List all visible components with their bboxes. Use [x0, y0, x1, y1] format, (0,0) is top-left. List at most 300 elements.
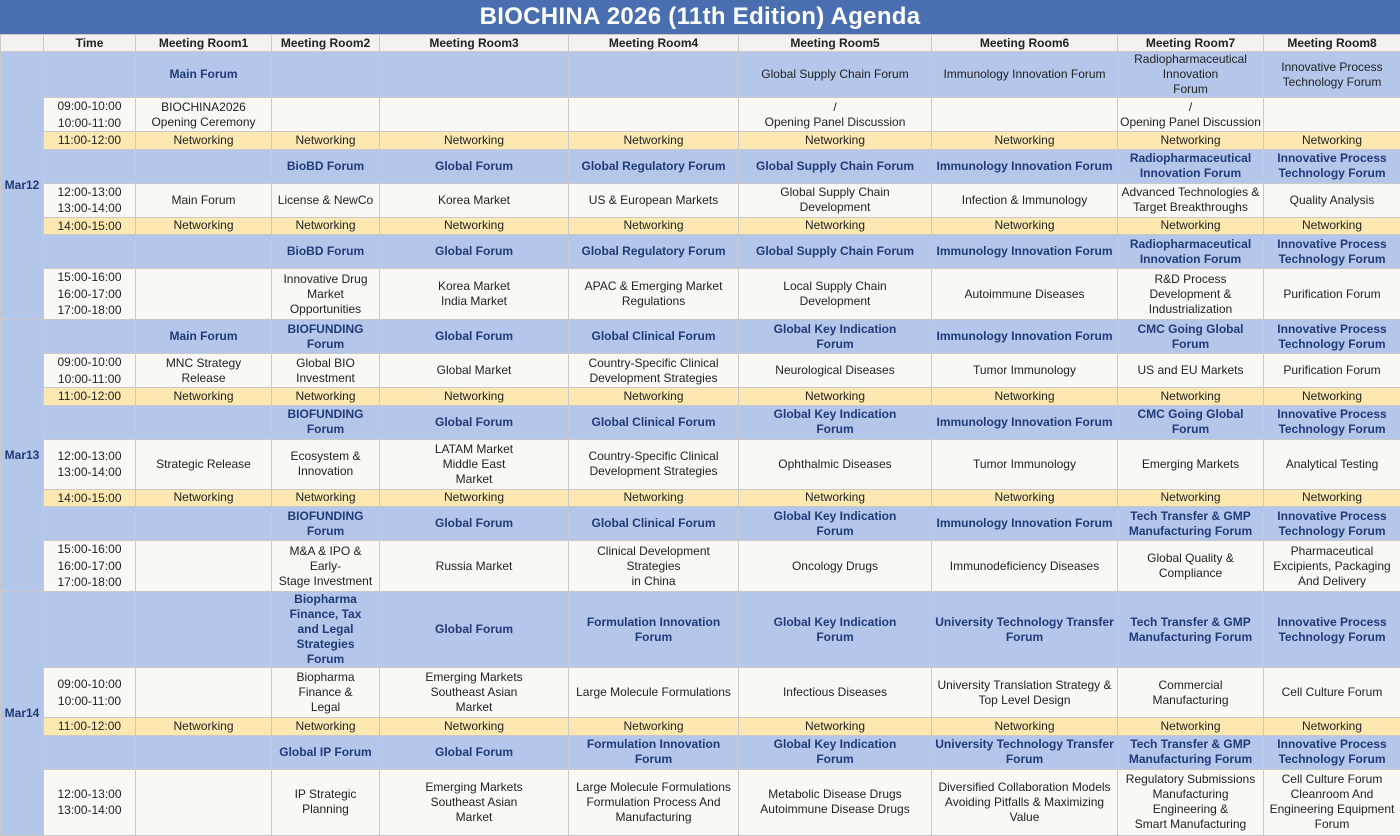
session-cell-room1	[136, 98, 272, 132]
session-cell-room6	[932, 98, 1118, 132]
cell-line: MNC Strategy	[138, 356, 269, 371]
session-cell-room3	[380, 735, 569, 769]
session-cell-room5	[739, 388, 932, 406]
session-cell-room5	[739, 98, 932, 132]
session-cell-room8	[1264, 235, 1400, 269]
session-cell-room7	[1118, 132, 1264, 150]
time-cell	[44, 388, 136, 406]
cell-line: Country-Specific Clinical	[571, 449, 736, 464]
session-cell-room7	[1118, 718, 1264, 736]
header-room5: Meeting Room5	[739, 35, 932, 52]
session-cell-room2	[272, 507, 380, 541]
session-cell-room5	[739, 769, 932, 835]
cell-line: Local Supply Chain	[741, 279, 929, 294]
day-label: Mar13	[1, 320, 44, 592]
cell-line: Smart Manufacturing	[1120, 817, 1261, 832]
cell-line: Development	[741, 294, 929, 309]
session-cell-room3	[380, 217, 569, 235]
forum-row	[1, 592, 1400, 668]
session-cell-room3	[380, 52, 569, 98]
cell-line: BIOFUNDING Forum	[274, 407, 377, 437]
cell-line: 17:00-18:00	[46, 302, 133, 319]
networking-row	[1, 388, 1400, 406]
session-cell-room2	[272, 149, 380, 183]
cell-line: Forum	[741, 752, 929, 767]
cell-line: Diversified Collaboration Models	[934, 780, 1115, 795]
session-cell-room1	[136, 149, 272, 183]
session-cell-room2	[272, 405, 380, 439]
cell-line: 17:00-18:00	[46, 574, 133, 591]
session-cell-room5	[739, 149, 932, 183]
cell-line: Cleanroom And	[1266, 787, 1398, 802]
cell-line: Release	[138, 371, 269, 386]
cell-line: Engineering Equipment	[1266, 802, 1398, 817]
session-cell-room6	[932, 718, 1118, 736]
session-cell-room7	[1118, 149, 1264, 183]
session-cell-room8	[1264, 735, 1400, 769]
session-cell-room2	[272, 489, 380, 507]
cell-line: Target Breakthroughs	[1120, 200, 1261, 215]
cell-line: Manufacturing Forum	[1120, 752, 1261, 767]
cell-line: Autoimmune Diseases	[934, 287, 1115, 302]
forum-row	[1, 405, 1400, 439]
day-label: Mar14	[1, 592, 44, 836]
session-cell-room8	[1264, 320, 1400, 354]
session-cell-room8	[1264, 132, 1400, 150]
cell-line: Legal	[274, 700, 377, 715]
session-cell-room6	[932, 132, 1118, 150]
header-room8: Meeting Room8	[1264, 35, 1400, 52]
cell-line: M&A & IPO & Early-	[274, 544, 377, 574]
cell-line: Networking	[1120, 490, 1261, 505]
cell-line: Networking	[274, 490, 377, 505]
cell-line: 09:00-10:00	[46, 98, 133, 115]
session-cell-room3	[380, 98, 569, 132]
cell-line: Stage Investment	[274, 574, 377, 589]
cell-line: Global Clinical Forum	[571, 516, 736, 531]
session-cell-room7	[1118, 439, 1264, 489]
session-cell-room4	[569, 132, 739, 150]
forum-row	[1, 149, 1400, 183]
cell-line: 16:00-17:00	[46, 286, 133, 303]
session-cell-room6	[932, 52, 1118, 98]
session-cell-room3	[380, 132, 569, 150]
cell-line: Innovative Process	[1266, 237, 1398, 252]
session-cell-room1	[136, 718, 272, 736]
cell-line: Networking	[1120, 389, 1261, 404]
session-cell-room2	[272, 235, 380, 269]
session-cell-room6	[932, 405, 1118, 439]
cell-line: Global Supply Chain Forum	[741, 159, 929, 174]
session-cell-room3	[380, 235, 569, 269]
cell-line: Global Forum	[382, 159, 566, 174]
session-cell-room8	[1264, 769, 1400, 835]
time-cell	[44, 541, 136, 592]
cell-line: US and EU Markets	[1120, 363, 1261, 378]
cell-line: Innovative Process	[1266, 737, 1398, 752]
cell-line: Avoiding Pitfalls & Maximizing	[934, 795, 1115, 810]
cell-line: Networking	[934, 218, 1115, 233]
session-cell-room1	[136, 52, 272, 98]
session-row	[1, 98, 1400, 132]
session-cell-room1	[136, 269, 272, 320]
cell-line: Opening Panel Discussion	[1120, 115, 1261, 130]
cell-line: License & NewCo	[274, 193, 377, 208]
time-cell	[44, 668, 136, 718]
session-cell-room7	[1118, 769, 1264, 835]
cell-line: Global Clinical Forum	[571, 415, 736, 430]
session-cell-room6	[932, 541, 1118, 592]
session-cell-room8	[1264, 217, 1400, 235]
cell-line: Cell Culture Forum	[1266, 685, 1398, 700]
cell-line: Networking	[138, 218, 269, 233]
session-cell-room7	[1118, 507, 1264, 541]
session-cell-room3	[380, 592, 569, 668]
session-cell-room2	[272, 439, 380, 489]
session-cell-room8	[1264, 388, 1400, 406]
cell-line: Market	[382, 700, 566, 715]
cell-line: Radiopharmaceutical Innovation	[1120, 52, 1261, 82]
session-cell-room2	[272, 98, 380, 132]
session-cell-room4	[569, 489, 739, 507]
cell-line: Biopharma Finance &	[274, 670, 377, 700]
session-cell-room3	[380, 439, 569, 489]
time-cell	[44, 269, 136, 320]
cell-line: Autoimmune Disease Drugs	[741, 802, 929, 817]
session-cell-room5	[739, 735, 932, 769]
cell-line: Development Strategies	[571, 371, 736, 386]
cell-line: University Translation Strategy &	[934, 678, 1115, 693]
session-cell-room5	[739, 592, 932, 668]
cell-line: Analytical Testing	[1266, 457, 1398, 472]
header-room3: Meeting Room3	[380, 35, 569, 52]
session-cell-room2	[272, 320, 380, 354]
session-cell-room2	[272, 735, 380, 769]
cell-line: Global Market	[382, 363, 566, 378]
session-cell-room7	[1118, 592, 1264, 668]
cell-line: Purification Forum	[1266, 363, 1398, 378]
cell-line: /	[741, 100, 929, 115]
cell-line: Ecosystem & Innovation	[274, 449, 377, 479]
cell-line: Immunology Innovation Forum	[934, 516, 1115, 531]
session-cell-room4	[569, 217, 739, 235]
forum-row	[1, 507, 1400, 541]
cell-line: Networking	[571, 218, 736, 233]
time-cell	[44, 718, 136, 736]
time-cell	[44, 52, 136, 98]
session-cell-room3	[380, 668, 569, 718]
cell-line: Networking	[571, 490, 736, 505]
day-label: Mar12	[1, 52, 44, 320]
cell-line: Opportunities	[274, 302, 377, 317]
cell-line: 10:00-11:00	[46, 693, 133, 710]
session-cell-room7	[1118, 354, 1264, 388]
session-cell-room8	[1264, 405, 1400, 439]
cell-line: Cell Culture Forum	[1266, 772, 1398, 787]
cell-line: 09:00-10:00	[46, 354, 133, 371]
cell-line: University Technology Transfer	[934, 737, 1115, 752]
cell-line: IP Strategic Planning	[274, 787, 377, 817]
cell-line: Innovative Process	[1266, 151, 1398, 166]
session-cell-room7	[1118, 388, 1264, 406]
cell-line: Immunology Innovation Forum	[934, 244, 1115, 259]
cell-line: Networking	[1120, 719, 1261, 734]
header-room4: Meeting Room4	[569, 35, 739, 52]
cell-line: Manufacturing Engineering &	[1120, 787, 1261, 817]
session-cell-room7	[1118, 735, 1264, 769]
cell-line: Immunology Innovation Forum	[934, 67, 1115, 82]
cell-line: Networking	[274, 719, 377, 734]
session-cell-room1	[136, 592, 272, 668]
session-cell-room6	[932, 235, 1118, 269]
header-room6: Meeting Room6	[932, 35, 1118, 52]
session-cell-room8	[1264, 269, 1400, 320]
session-cell-room3	[380, 149, 569, 183]
cell-line: Networking	[138, 389, 269, 404]
cell-line: Technology Forum	[1266, 166, 1398, 181]
session-cell-room2	[272, 388, 380, 406]
time-cell	[44, 149, 136, 183]
session-cell-room1	[136, 405, 272, 439]
cell-line: US & European Markets	[571, 193, 736, 208]
cell-line: Southeast Asian	[382, 685, 566, 700]
cell-line: 13:00-14:00	[46, 802, 133, 819]
session-cell-room6	[932, 769, 1118, 835]
session-cell-room7	[1118, 98, 1264, 132]
cell-line: 11:00-12:00	[46, 718, 133, 735]
session-cell-room8	[1264, 98, 1400, 132]
session-cell-room5	[739, 439, 932, 489]
cell-line: Global Key Indication	[741, 737, 929, 752]
session-cell-room8	[1264, 507, 1400, 541]
cell-line: Emerging Markets	[1120, 457, 1261, 472]
cell-line: Global IP Forum	[274, 745, 377, 760]
networking-row	[1, 489, 1400, 507]
cell-line: Tumor Immunology	[934, 457, 1115, 472]
cell-line: Technology Forum	[1266, 337, 1398, 352]
cell-line: Networking	[1266, 490, 1398, 505]
session-cell-room3	[380, 507, 569, 541]
cell-line: Technology Forum	[1266, 630, 1398, 645]
session-cell-room1	[136, 735, 272, 769]
cell-line: Global Clinical Forum	[571, 329, 736, 344]
session-cell-room8	[1264, 668, 1400, 718]
time-cell	[44, 132, 136, 150]
session-cell-room5	[739, 132, 932, 150]
session-cell-room6	[932, 269, 1118, 320]
cell-line: Networking	[571, 389, 736, 404]
cell-line: Global Forum	[382, 415, 566, 430]
cell-line: Emerging Markets	[382, 780, 566, 795]
cell-line: Tech Transfer & GMP	[1120, 615, 1261, 630]
session-cell-room2	[272, 52, 380, 98]
session-cell-room1	[136, 217, 272, 235]
cell-line: India Market	[382, 294, 566, 309]
cell-line: Global Key Indication	[741, 615, 929, 630]
cell-line: Forum	[741, 337, 929, 352]
session-cell-room6	[932, 507, 1118, 541]
session-cell-room5	[739, 718, 932, 736]
cell-line: Global Key Indication	[741, 407, 929, 422]
session-cell-room8	[1264, 489, 1400, 507]
cell-line: Networking	[741, 719, 929, 734]
session-cell-room5	[739, 489, 932, 507]
cell-line: Technology Forum	[1266, 422, 1398, 437]
cell-line: Innovative Process	[1266, 60, 1398, 75]
page-title: BIOCHINA 2026 (11th Edition) Agenda	[0, 0, 1400, 34]
session-cell-room3	[380, 541, 569, 592]
cell-line: Market	[382, 810, 566, 825]
forum-row	[1, 735, 1400, 769]
header-room7: Meeting Room7	[1118, 35, 1264, 52]
session-row	[1, 439, 1400, 489]
time-cell	[44, 183, 136, 217]
session-cell-room4	[569, 183, 739, 217]
session-cell-room5	[739, 269, 932, 320]
cell-line: Formulation Innovation Forum	[571, 615, 736, 645]
time-cell	[44, 354, 136, 388]
header-time: Time	[44, 35, 136, 52]
cell-line: Networking	[382, 389, 566, 404]
cell-line: Regulations	[571, 294, 736, 309]
session-cell-room6	[932, 388, 1118, 406]
session-cell-room1	[136, 489, 272, 507]
session-cell-room7	[1118, 668, 1264, 718]
cell-line: and Legal Strategies	[274, 622, 377, 652]
cell-line: Neurological Diseases	[741, 363, 929, 378]
cell-line: 11:00-12:00	[46, 388, 133, 405]
cell-line: Networking	[1266, 719, 1398, 734]
cell-line: Networking	[138, 719, 269, 734]
cell-line: Formulation Process And	[571, 795, 736, 810]
cell-line: Korea Market	[382, 193, 566, 208]
session-cell-room6	[932, 592, 1118, 668]
session-cell-room6	[932, 489, 1118, 507]
header-row	[1, 35, 1400, 52]
session-cell-room2	[272, 269, 380, 320]
session-cell-room5	[739, 507, 932, 541]
time-cell	[44, 769, 136, 835]
cell-line: Networking	[382, 218, 566, 233]
cell-line: Middle East	[382, 457, 566, 472]
cell-line: Biopharma Finance, Tax	[274, 592, 377, 622]
cell-line: BIOFUNDING Forum	[274, 509, 377, 539]
cell-line: Global Supply Chain	[741, 185, 929, 200]
cell-line: Development Strategies	[571, 464, 736, 479]
session-cell-room1	[136, 235, 272, 269]
session-cell-room4	[569, 439, 739, 489]
cell-line: Pharmaceutical	[1266, 544, 1398, 559]
session-cell-room6	[932, 439, 1118, 489]
session-cell-room7	[1118, 320, 1264, 354]
cell-line: BIOFUNDING Forum	[274, 322, 377, 352]
cell-line: Infection & Immunology	[934, 193, 1115, 208]
cell-line: Value	[934, 810, 1115, 825]
cell-line: APAC & Emerging Market	[571, 279, 736, 294]
cell-line: Ophthalmic Diseases	[741, 457, 929, 472]
cell-line: Global Key Indication	[741, 322, 929, 337]
cell-line: Excipients, Packaging	[1266, 559, 1398, 574]
cell-line: Forum	[741, 524, 929, 539]
cell-line: And Delivery	[1266, 574, 1398, 589]
cell-line: BioBD Forum	[274, 244, 377, 259]
session-cell-room4	[569, 405, 739, 439]
session-cell-room4	[569, 668, 739, 718]
time-cell	[44, 320, 136, 354]
cell-line: Immunology Innovation Forum	[934, 329, 1115, 344]
session-cell-room5	[739, 320, 932, 354]
session-cell-room8	[1264, 592, 1400, 668]
cell-line: Tech Transfer & GMP	[1120, 737, 1261, 752]
session-cell-room3	[380, 489, 569, 507]
cell-line: Innovation Forum	[1120, 252, 1261, 267]
session-cell-room2	[272, 183, 380, 217]
cell-line: Large Molecule Formulations	[571, 685, 736, 700]
session-cell-room1	[136, 668, 272, 718]
session-cell-room2	[272, 718, 380, 736]
session-cell-room2	[272, 354, 380, 388]
cell-line: CMC Going Global Forum	[1120, 407, 1261, 437]
session-row	[1, 269, 1400, 320]
session-cell-room3	[380, 320, 569, 354]
session-cell-room5	[739, 354, 932, 388]
header-room2: Meeting Room2	[272, 35, 380, 52]
cell-line: Formulation Innovation Forum	[571, 737, 736, 767]
cell-line: Market	[382, 472, 566, 487]
cell-line: Networking	[741, 218, 929, 233]
cell-line: Development	[741, 200, 929, 215]
cell-line: Innovative Process	[1266, 322, 1398, 337]
session-cell-room4	[569, 235, 739, 269]
session-cell-room8	[1264, 718, 1400, 736]
session-cell-room4	[569, 354, 739, 388]
session-cell-room4	[569, 149, 739, 183]
session-cell-room2	[272, 668, 380, 718]
cell-line: Networking	[741, 133, 929, 148]
cell-line: Purification Forum	[1266, 287, 1398, 302]
session-cell-room8	[1264, 183, 1400, 217]
cell-line: Forum	[934, 630, 1115, 645]
cell-line: Networking	[274, 218, 377, 233]
session-cell-room5	[739, 235, 932, 269]
cell-line: Emerging Markets	[382, 670, 566, 685]
cell-line: 14:00-15:00	[46, 490, 133, 507]
time-cell	[44, 507, 136, 541]
time-cell	[44, 405, 136, 439]
cell-line: Technology Forum	[1266, 752, 1398, 767]
header-room1: Meeting Room1	[136, 35, 272, 52]
cell-line: Main Forum	[138, 329, 269, 344]
cell-line: Large Molecule Formulations	[571, 780, 736, 795]
cell-line: Networking	[934, 133, 1115, 148]
session-cell-room4	[569, 269, 739, 320]
cell-line: Radiopharmaceutical	[1120, 237, 1261, 252]
corner-cell	[1, 35, 44, 52]
session-cell-room1	[136, 541, 272, 592]
time-cell	[44, 489, 136, 507]
time-cell	[44, 592, 136, 668]
session-cell-room1	[136, 183, 272, 217]
cell-line: Forum	[741, 630, 929, 645]
forum-row	[1, 52, 1400, 98]
session-cell-room7	[1118, 52, 1264, 98]
cell-line: Immunology Innovation Forum	[934, 159, 1115, 174]
cell-line: Networking	[138, 490, 269, 505]
cell-line: Networking	[934, 490, 1115, 505]
cell-line: Forum	[741, 422, 929, 437]
agenda-table	[0, 34, 1400, 836]
cell-line: Infectious Diseases	[741, 685, 929, 700]
